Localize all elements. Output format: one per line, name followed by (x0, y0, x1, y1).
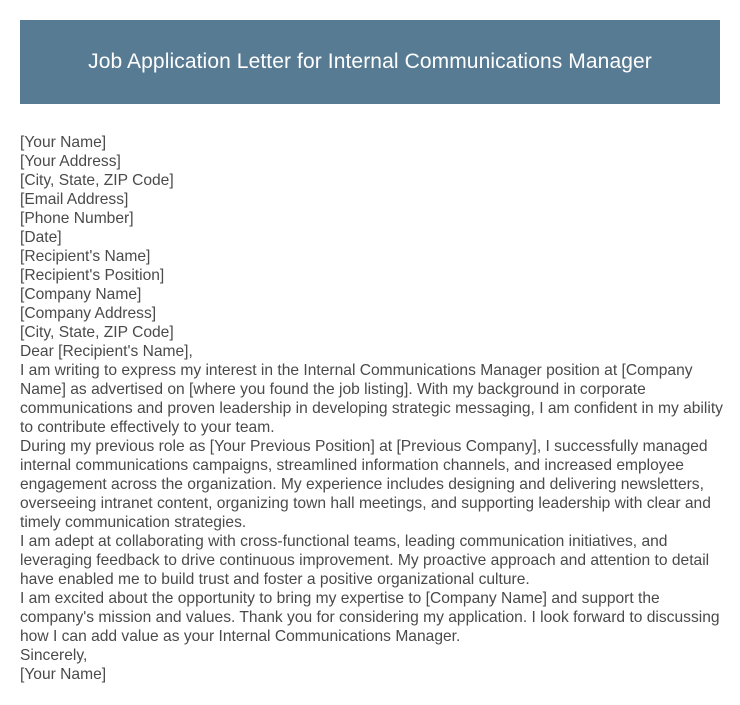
recipient-city-state-zip: [City, State, ZIP Code] (20, 324, 174, 341)
recipient-company: [Company Name] (20, 286, 142, 303)
body-paragraph-intro: I am writing to express my interest in the Internal Communications Manager position at [Company Name] as advertised on [where you found the job listing]. With my background in corporate communications and proven leadership in developing strategic messaging, I am confident in my ability to contribute effectively to your team. (20, 362, 723, 436)
sender-name: [Your Name] (20, 134, 107, 151)
page-title: Job Application Letter for Internal Communications Manager (88, 50, 652, 73)
body-paragraph-closing: I am excited about the opportunity to bring my expertise to [Company Name] and support the company's mission and values. Thank you for considering my application. I look forward to discussing how I can add value as your Internal Communications Manager. (20, 590, 720, 645)
recipient-block (20, 247, 725, 342)
body-paragraph-experience: During my previous role as [Your Previous Position] at [Previous Company], I successfully managed internal communications campaigns, streamlined information channels, and increased employee engagement across the organization. My experience includes designing and delivering newsletters, overseeing intranet content, organizing town hall meetings, and supporting leadership with clear and timely communication strategies. (20, 438, 711, 531)
sender-block (20, 133, 725, 247)
body-paragraph-skills: I am adept at collaborating with cross-functional teams, leading communication initiatives, and leveraging feedback to drive continuous improvement. My proactive approach and attention to detail have enabled me to build trust and foster a positive organizational culture. (20, 533, 710, 588)
sender-email: [Email Address] (20, 191, 129, 208)
sender-address: [Your Address] (20, 153, 121, 170)
recipient-company-address: [Company Address] (20, 305, 157, 322)
recipient-position: [Recipient's Position] (20, 267, 165, 284)
title-banner (20, 20, 720, 104)
signature: [Your Name] (20, 666, 107, 683)
salutation: Dear [Recipient's Name], (20, 343, 193, 360)
sender-city-state-zip: [City, State, ZIP Code] (20, 172, 174, 189)
letter-date: [Date] (20, 229, 62, 246)
letter-body (20, 133, 725, 684)
valediction: Sincerely, (20, 647, 88, 664)
sender-phone: [Phone Number] (20, 210, 134, 227)
recipient-name: [Recipient's Name] (20, 248, 151, 265)
